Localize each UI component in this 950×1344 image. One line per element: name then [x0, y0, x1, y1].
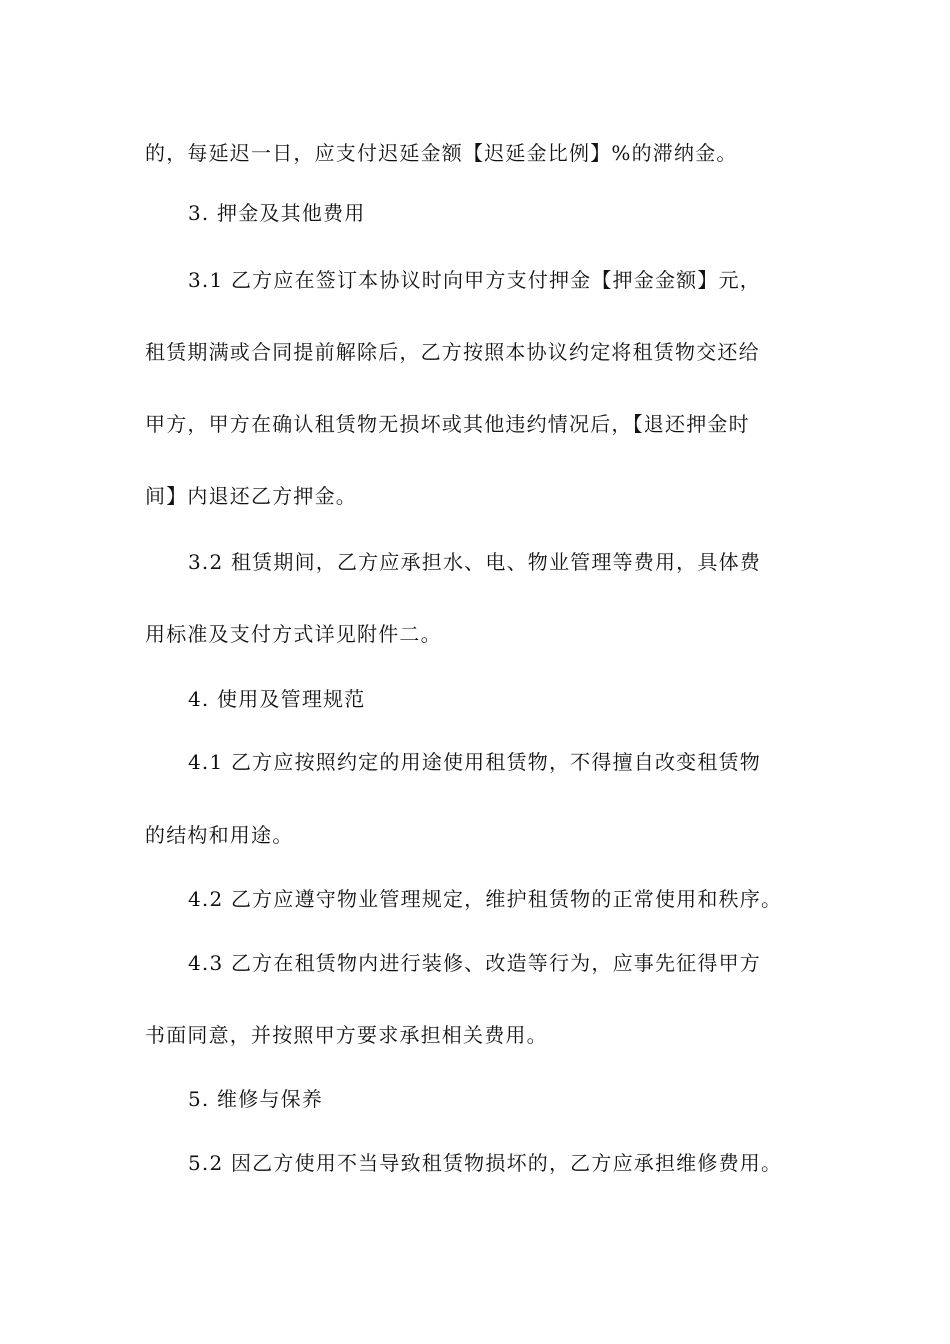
clause-3-2-line: 3.2 租赁期间，乙方应承担水、电、物业管理等费用，具体费	[188, 550, 761, 574]
section-heading-4: 4. 使用及管理规范	[188, 687, 366, 711]
clause-3-2-line: 用标准及支付方式详见附件二。	[145, 622, 442, 646]
clause-3-1-line: 间】内退还乙方押金。	[145, 484, 357, 508]
clause-4-3-line: 书面同意，并按照甲方要求承担相关费用。	[145, 1023, 548, 1047]
clause-5-2-line: 5.2 因乙方使用不当导致租赁物损坏的，乙方应承担维修费用。	[188, 1151, 783, 1175]
clause-4-1-line: 的结构和用途。	[145, 823, 294, 847]
clause-3-1-line: 甲方，甲方在确认租赁物无损坏或其他违约情况后，【退还押金时	[145, 412, 750, 436]
clause-4-3-line: 4.3 乙方在租赁物内进行装修、改造等行为，应事先征得甲方	[188, 951, 761, 975]
clause-3-1-line: 3.1 乙方应在签订本协议时向甲方支付押金【押金金额】元，	[188, 268, 761, 292]
section-heading-3: 3. 押金及其他费用	[188, 201, 366, 225]
clause-4-2-line: 4.2 乙方应遵守物业管理规定，维护租赁物的正常使用和秩序。	[188, 887, 783, 911]
clause-4-1-line: 4.1 乙方应按照约定的用途使用租赁物，不得擅自改变租赁物	[188, 750, 761, 774]
paragraph-line: 的，每延迟一日，应支付迟延金额【迟延金比例】%的滞纳金。	[145, 141, 738, 165]
clause-3-1-line: 租赁期满或合同提前解除后，乙方按照本协议约定将租赁物交还给	[145, 340, 760, 364]
section-heading-5: 5. 维修与保养	[188, 1087, 324, 1111]
